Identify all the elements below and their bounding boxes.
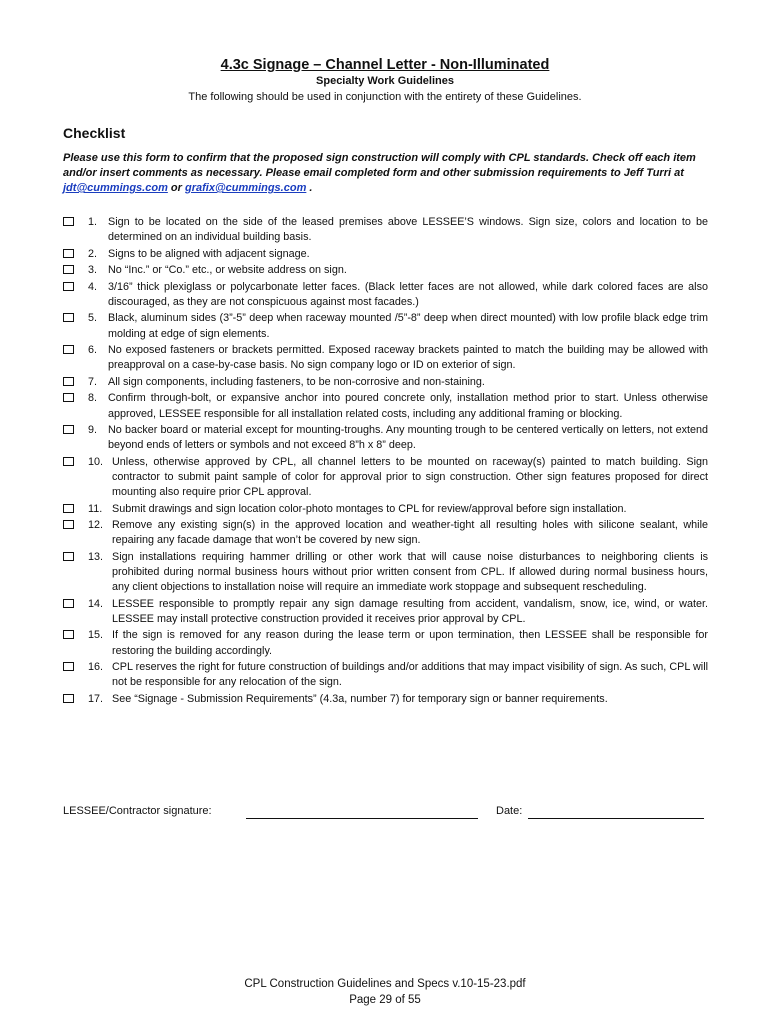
- page-footer: [0, 976, 770, 1008]
- checkbox[interactable]: [63, 457, 74, 466]
- checkbox[interactable]: [63, 249, 74, 258]
- item-text: CPL reserves the right for future construction of buildings and/or additions that may impact visibility of sign. As such, CPL will not be responsible for any relocation of the sign.: [112, 661, 708, 689]
- date-label: Date:: [496, 805, 523, 817]
- checkbox[interactable]: [63, 662, 74, 671]
- item-text: If the sign is removed for any reason during the lease term or upon termination, then LESSEE shall be responsible for restoring the building accordingly.: [112, 629, 708, 657]
- checkbox[interactable]: [63, 520, 74, 529]
- checklist-item: [63, 692, 708, 707]
- item-number: 8.: [88, 392, 98, 405]
- item-text: No exposed fasteners or brackets permitted. Exposed raceway brackets painted to match the building may be allowed with preapproval on a case-by-case basis. No sign company logo or ID on exterior of sign.: [108, 344, 708, 372]
- item-number: 3.: [88, 264, 98, 277]
- checklist-item: [63, 215, 708, 245]
- checklist-item: [63, 375, 708, 390]
- item-number: 10.: [88, 455, 104, 468]
- email-link-jdt[interactable]: jdt@cummings.com: [63, 182, 168, 194]
- item-text: Sign installations requiring hammer drilling or other work that will cause noise disturbances to neighboring clients is prohibited during normal business hours without prior written consent from CPL. If allowed during normal business hours, any client objections to installation noise will require an immediate work stoppage and subsequent rescheduling.: [112, 550, 708, 594]
- checklist-item: [63, 628, 708, 658]
- checklist-item: [63, 455, 708, 501]
- item-text: Signs to be aligned with adjacent signage.: [108, 247, 310, 260]
- item-number: 17.: [88, 692, 104, 705]
- checklist-item: [63, 597, 708, 627]
- signature-label: LESSEE/Contractor signature:: [63, 805, 212, 817]
- checklist-item: [63, 311, 708, 341]
- page-title: 4.3c Signage – Channel Letter - Non-Illuminated: [220, 57, 550, 73]
- checklist-item: [63, 502, 708, 517]
- item-number: 15.: [88, 629, 104, 642]
- checklist-items: [63, 215, 708, 708]
- item-text: Submit drawings and sign location color-photo montages to CPL for review/approval before sign installation.: [112, 502, 627, 515]
- item-number: 5.: [88, 312, 98, 325]
- checkbox[interactable]: [63, 694, 74, 703]
- item-text: 3/16” thick plexiglass or polycarbonate letter faces. (Black letter faces are not allowed, while dark colored faces are also discouraged, as they are not conspicuous against most facades.): [108, 280, 708, 308]
- checklist-item: [63, 391, 708, 421]
- intro-text: The following should be used in conjunction with the entirety of these Guidelines.: [188, 91, 582, 103]
- page-subtitle: Specialty Work Guidelines: [316, 75, 454, 87]
- item-number: 13.: [88, 550, 104, 563]
- checkbox[interactable]: [63, 345, 74, 354]
- checkbox[interactable]: [63, 504, 74, 513]
- footer-page-number: Page 29 of 55: [349, 994, 421, 1006]
- checklist-item: [63, 280, 708, 310]
- checkbox[interactable]: [63, 599, 74, 608]
- item-text: Confirm through-bolt, or expansive anchor into poured concrete only, installation method prior to start. Unless otherwise approved, LESSEE responsible for all installation related costs, including any additional framing or blocking.: [108, 392, 708, 420]
- item-text: All sign components, including fasteners, to be non-corrosive and non-staining.: [108, 375, 485, 388]
- item-text: See “Signage - Submission Requirements” (4.3a, number 7) for temporary sign or banner requirements.: [112, 692, 608, 705]
- item-number: 2.: [88, 247, 98, 260]
- checkbox[interactable]: [63, 425, 74, 434]
- item-text: Remove any existing sign(s) in the approved location and weather-tight all resulting holes with silicone sealant, while repairing any facade damage that won’t be covered by new sign.: [112, 519, 708, 547]
- instructions-text: Please use this form to confirm that the proposed sign construction will comply with CPL standards. Check off each item and/or insert comments as necessary. Please email completed form and other submission requirements to Jeff Turri at: [63, 152, 696, 179]
- item-text: Sign to be located on the side of the leased premises above LESSEE’S windows. Sign size, colors and location to be determined on an individual building basis.: [108, 216, 708, 244]
- email-link-grafix[interactable]: grafix@cummings.com: [184, 182, 307, 194]
- instructions-or: or: [167, 182, 185, 194]
- checklist-heading: Checklist: [63, 125, 126, 141]
- item-text: LESSEE responsible to promptly repair any sign damage resulting from accident, vandalism, snow, ice, wind, or water. LESSEE may install protective construction provided it receives prior approval by CPL.: [112, 597, 708, 625]
- checklist-item: [63, 343, 708, 373]
- item-text: Black, aluminum sides (3”-5” deep when raceway mounted /5”-8” deep when direct mounted) with low profile black edge trim molding at edge of sign elements.: [108, 312, 708, 340]
- checkbox[interactable]: [63, 313, 74, 322]
- checklist-item: [63, 518, 708, 548]
- checkbox[interactable]: [63, 552, 74, 561]
- signature-field[interactable]: [246, 818, 478, 819]
- checklist-item: [63, 263, 708, 278]
- checkbox[interactable]: [63, 282, 74, 291]
- date-field[interactable]: [528, 818, 704, 819]
- item-number: 7.: [88, 375, 98, 388]
- item-number: 16.: [88, 661, 104, 674]
- checkbox[interactable]: [63, 630, 74, 639]
- checkbox[interactable]: [63, 265, 74, 274]
- checklist-item: [63, 247, 708, 262]
- item-number: 9.: [88, 424, 98, 437]
- instructions-end: .: [306, 182, 313, 194]
- item-text: No “Inc.” or “Co.” etc., or website address on sign.: [108, 264, 347, 277]
- item-number: 11.: [88, 502, 103, 515]
- checklist-instructions: [63, 151, 713, 196]
- checkbox[interactable]: [63, 393, 74, 402]
- checklist-item: [63, 660, 708, 690]
- item-number: 4.: [88, 280, 98, 293]
- checkbox[interactable]: [63, 377, 74, 386]
- item-number: 6.: [88, 344, 98, 357]
- item-number: 12.: [88, 519, 104, 532]
- checklist-item: [63, 550, 708, 596]
- footer-document-name: CPL Construction Guidelines and Specs v.10-15-23.pdf: [244, 978, 526, 990]
- checkbox[interactable]: [63, 217, 74, 226]
- item-text: No backer board or material except for mounting-troughs. Any mounting trough to be centered vertically on letters, not extend beyond ends of letters or symbols and not exceed 8”h x 8” deep.: [108, 424, 708, 452]
- item-text: Unless, otherwise approved by CPL, all channel letters to be mounted on raceway(s) painted to match building. Sign contractor to submit paint sample of color for approval prior to sign construction. Other sign features proposed for direct mounting also require prior CPL approval.: [112, 455, 708, 499]
- checklist-item: [63, 423, 708, 453]
- item-number: 14.: [88, 597, 104, 610]
- item-number: 1.: [88, 216, 98, 228]
